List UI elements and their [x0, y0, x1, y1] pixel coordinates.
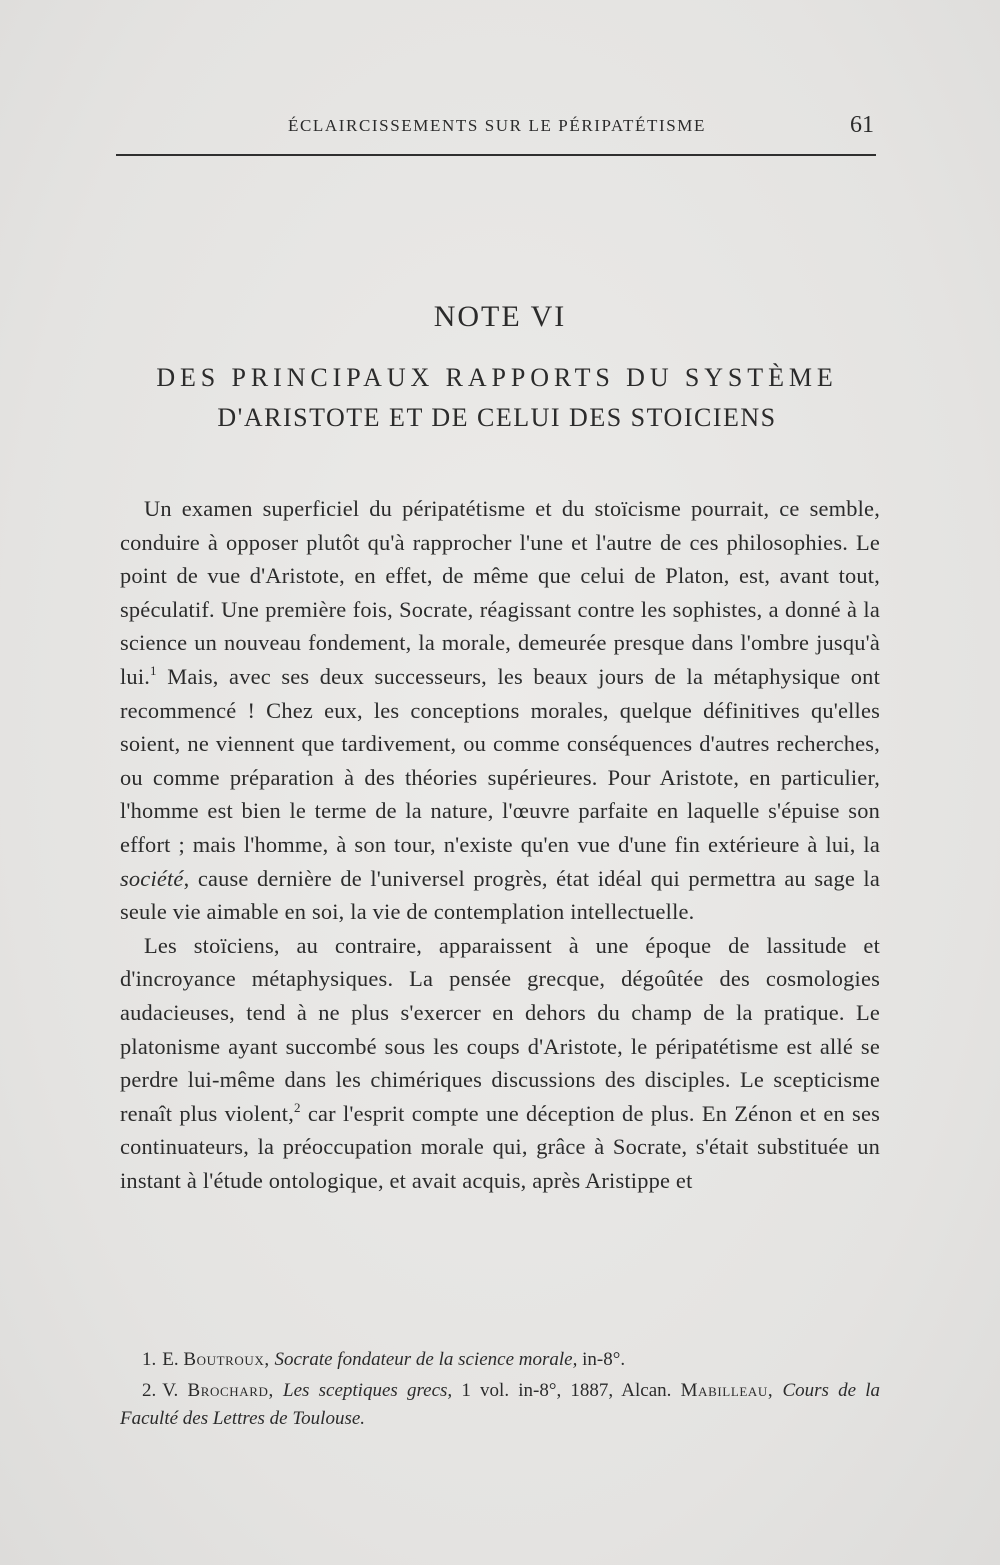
footnote-number: 2.	[142, 1380, 157, 1401]
footnote-details: in-8°.	[582, 1349, 626, 1370]
note-subtitle-line-2: D'ARISTOTE ET DE CELUI DES STOICIENS	[217, 403, 777, 432]
footnote-title: Socrate fondateur de la science morale,	[274, 1349, 578, 1370]
paragraph-1-text-a: Un examen superficiel du péripatétisme et du stoïcisme pourrait, ce semble, conduire à opposer plutôt qu'à rapprocher l'une et l'autre de ces philosophies. Le point de vue d'Aristote, en effet, de même que celui de Platon, est, avant tout, spéculatif. Une première fois, Socrate, réagissant contre les sophistes, a donné à la science un nouveau fondement, la morale, demeurée presque dans l'ombre jusqu'à lui.	[120, 496, 880, 689]
paragraph-1-text-b: Mais, avec ses deux successeurs, les beaux jours de la métaphysique ont recommencé ! Chez eux, les conceptions morales, quelque définitives qu'elles soient, ne viennent que tardivement, ou comme conséquences d'autres recherches, ou comme préparation à des théories supérieures. Pour Aristote, en particulier, l'homme est bien le terme de la nature, l'œuvre parfaite en laquelle s'épuise son effort ; mais l'homme, à son tour, n'existe qu'en vue d'une fin extérieure à lui, la	[120, 663, 880, 857]
italic-term: société	[120, 865, 184, 891]
footnote-author: Boutroux,	[183, 1349, 270, 1370]
paragraph-1-text-c: , cause dernière de l'universel progrès, état idéal qui permettra au sage la seule vie aimable en soi, la vie de contemplation intellectuelle.	[120, 865, 880, 925]
footnote-ref-2: 2	[294, 1099, 301, 1115]
footnote-title: Les sceptiques grecs,	[283, 1380, 453, 1401]
footnote-title-2: Cours de la Faculté des Lettres de Toulouse.	[120, 1380, 880, 1429]
page-number: 61	[850, 112, 874, 138]
body-text	[120, 492, 880, 1197]
running-title: ÉCLAIRCISSEMENTS SUR LE PÉRIPATÉTISME	[288, 116, 706, 135]
footnote-number: 1.	[142, 1349, 157, 1370]
footnotes	[120, 1346, 880, 1436]
note-subtitle-line-1: DES PRINCIPAUX RAPPORTS DU SYSTÈME	[156, 363, 838, 392]
footnote-2	[120, 1377, 880, 1433]
footnote-details: 1 vol. in-8°, 1887, Alcan.	[461, 1380, 672, 1401]
footnote-author-2: Mabilleau,	[680, 1380, 774, 1401]
paragraph-1	[120, 492, 880, 929]
footnote-author-initial: E.	[162, 1349, 179, 1370]
header-rule	[116, 154, 876, 156]
footnote-ref-1: 1	[150, 662, 157, 678]
footnote-1	[120, 1346, 880, 1374]
paragraph-2-text-a: Les stoïciens, au contraire, apparaissent à une époque de lassitude et d'incroyance métaphysiques. La pensée grecque, dégoûtée des cosmologies audacieuses, tend à ne plus s'exercer en dehors du champ de la pratique. Le platonisme ayant succombé sous les coups d'Aristote, le péripatétisme est allé se perdre lui-même dans les chimériques discussions des disciples. Le scepticisme renaît plus violent,	[120, 932, 880, 1126]
paragraph-2-text-b: car l'esprit compte une déception de plus. En Zénon et en ses continuateurs, la préoccupation morale qui, grâce à Socrate, s'était substituée un instant à l'étude ontologique, et avait acquis, après Aristippe et	[120, 1100, 880, 1193]
running-head	[118, 112, 876, 142]
note-title: NOTE VI	[433, 300, 567, 334]
footnote-author-initial: V.	[162, 1380, 179, 1401]
footnote-author: Brochard,	[187, 1380, 274, 1401]
paragraph-2	[120, 929, 880, 1198]
